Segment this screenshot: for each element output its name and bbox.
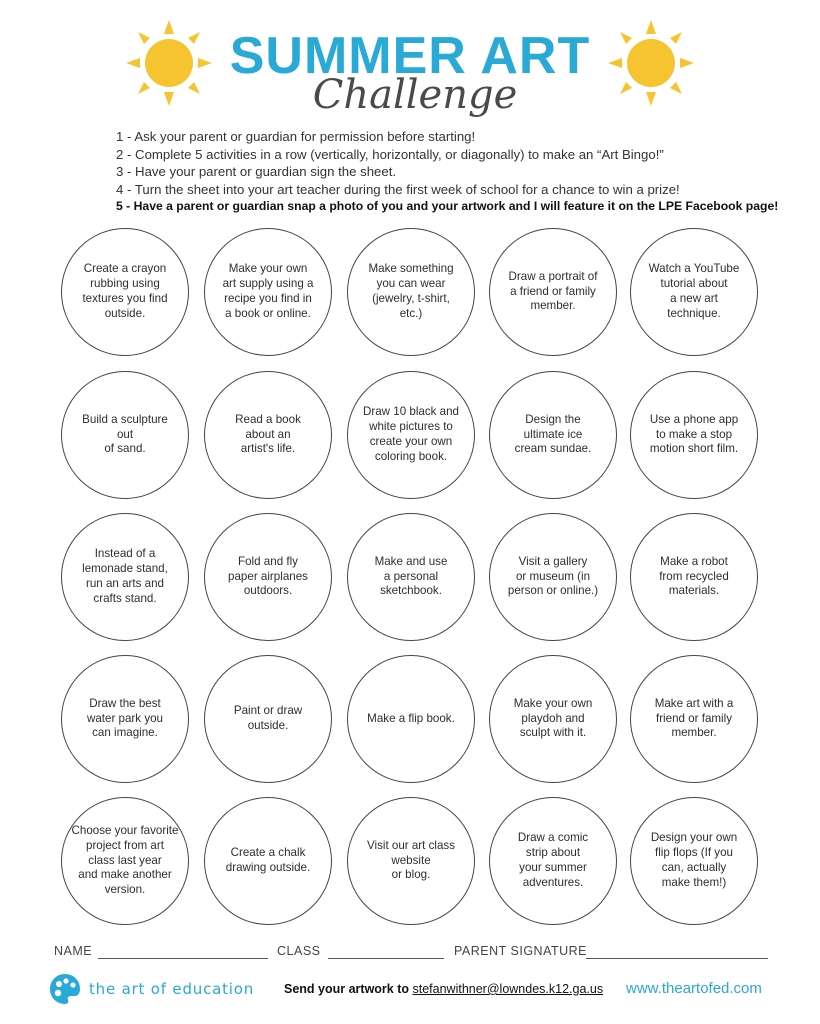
bingo-cell[interactable]	[61, 513, 189, 641]
bingo-cell[interactable]	[489, 797, 617, 925]
bingo-cell-text: Create a chalk drawing outside.	[225, 846, 311, 874]
class-label: CLASS	[277, 944, 321, 958]
bingo-cell[interactable]	[204, 797, 332, 925]
name-label: NAME	[54, 944, 93, 958]
bingo-cell-text: Draw 10 black and white pictures to create your own coloring book.	[362, 405, 460, 463]
bingo-cell-text: Create a crayon rubbing using textures you find outside.	[82, 262, 168, 320]
signature-fields	[54, 944, 774, 964]
bingo-cell[interactable]	[489, 513, 617, 641]
bingo-cell[interactable]	[61, 797, 189, 925]
bingo-cell-text: Make a flip book.	[367, 711, 455, 725]
rule-item: 5 - Have a parent or guardian snap a photo of you and your artwork and I will feature it on the LPE Facebook page!	[116, 199, 779, 213]
bingo-cell-text: Build a sculpture out of sand.	[82, 412, 168, 456]
rule-item: 4 - Turn the sheet into your art teacher during the first week of school for a chance to win a prize!	[116, 181, 680, 197]
send-artwork-line	[284, 982, 603, 996]
bingo-cell-text: Make something you can wear (jewelry, t-shirt, etc.)	[368, 262, 454, 320]
bingo-cell-text: Watch a YouTube tutorial about a new art technique.	[648, 262, 740, 320]
bingo-cell[interactable]	[61, 228, 189, 356]
parent-signature-label: PARENT SIGNATURE	[454, 944, 588, 958]
class-field[interactable]	[328, 958, 444, 959]
bingo-cell[interactable]	[204, 371, 332, 499]
bingo-cell[interactable]	[489, 655, 617, 783]
bingo-cell-text: Visit a gallery or museum (in person or online.)	[507, 554, 599, 598]
bingo-cell-text: Draw a portrait of a friend or family member.	[508, 269, 598, 313]
bingo-cell[interactable]	[347, 655, 475, 783]
bingo-cell[interactable]	[204, 228, 332, 356]
bingo-cell-text: Make and use a personal sketchbook.	[374, 554, 448, 598]
rule-item: 3 - Have your parent or guardian sign the sheet.	[116, 164, 397, 179]
bingo-cell-text: Use a phone app to make a stop motion short film.	[649, 412, 739, 456]
bingo-cell[interactable]	[630, 371, 758, 499]
bingo-cell[interactable]	[347, 513, 475, 641]
bingo-cell-text: Instead of a lemonade stand, run an arts and crafts stand.	[82, 547, 168, 605]
rule-item: 2 - Complete 5 activities in a row (vertically, horizontally, or diagonally) to make an “Art Bingo!”	[116, 146, 664, 162]
bingo-cell[interactable]	[489, 371, 617, 499]
brand-name: the art of education	[89, 980, 255, 998]
bingo-cell-text: Paint or draw outside.	[233, 704, 303, 732]
bingo-cell[interactable]	[347, 228, 475, 356]
bingo-cell[interactable]	[630, 513, 758, 641]
bingo-cell-text: Design the ultimate ice cream sundae.	[514, 412, 592, 456]
website-link[interactable]: www.theartofed.com	[626, 980, 762, 997]
bingo-cell-text: Choose your favorite project from art class last year and make another version.	[71, 824, 179, 897]
palette-logo-icon	[48, 972, 82, 1006]
bingo-cell-text: Design your own flip flops (If you can, actually make them!)	[650, 831, 738, 889]
bingo-cell[interactable]	[489, 228, 617, 356]
bingo-cell[interactable]	[630, 655, 758, 783]
bingo-cell[interactable]	[61, 371, 189, 499]
bingo-cell[interactable]	[630, 797, 758, 925]
page-subtitle: Challenge	[312, 72, 518, 118]
bingo-cell-text: Fold and fly paper airplanes outdoors.	[228, 554, 308, 598]
bingo-cell-text: Make your own art supply using a recipe you find in a book or online.	[222, 262, 314, 320]
bingo-cell-text: Draw a comic strip about your summer adventures.	[517, 831, 589, 889]
page-title: SUMMER ART	[229, 27, 591, 85]
bingo-cell-text: Make your own playdoh and sculpt with it.	[513, 696, 593, 740]
bingo-cell-text: Draw the best water park you can imagine.	[86, 696, 164, 740]
bingo-cell[interactable]	[204, 513, 332, 641]
bingo-cell[interactable]	[204, 655, 332, 783]
bingo-cell[interactable]	[61, 655, 189, 783]
bingo-cell-text: Read a book about an artist's life.	[235, 412, 301, 456]
rule-item: 1 - Ask your parent or guardian for permission before starting!	[116, 129, 476, 144]
bingo-cell-text: Make a robot from recycled materials.	[659, 554, 729, 598]
send-text: Send your artwork to	[284, 982, 413, 996]
bingo-cell[interactable]	[630, 228, 758, 356]
bingo-cell-text: Visit our art class website or blog.	[366, 838, 456, 882]
email-link[interactable]: stefanwithner@lowndes.k12.ga.us	[412, 982, 604, 996]
bingo-cell[interactable]	[347, 797, 475, 925]
bingo-cell[interactable]	[347, 371, 475, 499]
name-field[interactable]	[98, 958, 268, 959]
parent-signature-field[interactable]	[586, 958, 768, 959]
bingo-cell-text: Make art with a friend or family member.	[654, 696, 734, 740]
